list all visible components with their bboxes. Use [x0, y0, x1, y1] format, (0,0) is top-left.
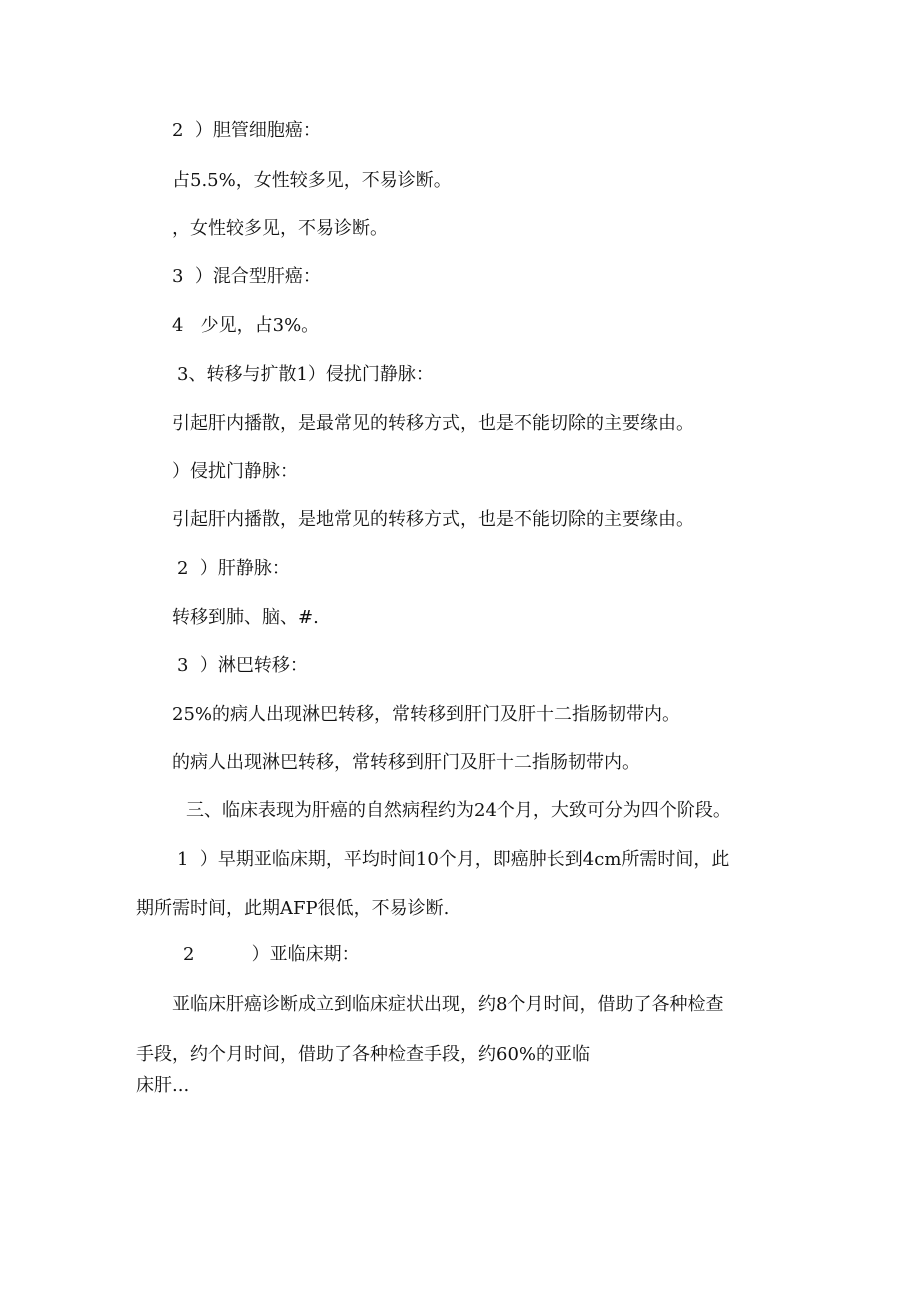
text-line: 期所需时间，此期AFP很低，不易诊断. — [136, 898, 450, 919]
text-line: 2 ）肝静脉： — [177, 558, 290, 579]
text-line: 引起肝内播散，是最常见的转移方式，也是不能切除的主要缘由。 — [172, 413, 694, 434]
text-line: 引起肝内播散，是地常见的转移方式，也是不能切除的主要缘由。 — [172, 509, 694, 530]
text-line: 2 ）胆管细胞癌： — [172, 120, 321, 141]
text-line: 转移到肺、脑、#. — [172, 607, 319, 628]
text-line: ，女性较多见，不易诊断。 — [172, 218, 388, 239]
text-line: 亚临床肝癌诊断成立到临床症状出现，约8个月时间，借助了各种检查 — [172, 994, 724, 1015]
text-line: 25%的病人出现淋巴转移，常转移到肝门及肝十二指肠韧带内。 — [172, 704, 681, 725]
text-line: 3、转移与扩散1）侵扰门静脉： — [177, 364, 434, 385]
text-line: 2 ）亚临床期： — [183, 944, 360, 965]
text-line: 的病人出现淋巴转移，常转移到肝门及肝十二指肠韧带内。 — [172, 752, 640, 773]
section-heading: 三、临床表现为肝癌的自然病程约为24个月，大致可分为四个阶段。 — [186, 800, 731, 821]
text-line: 3 ）淋巴转移： — [177, 655, 308, 676]
text-line: 床肝... — [136, 1075, 190, 1096]
text-line: ）侵扰门静脉： — [172, 461, 298, 482]
text-line: 4 少见，占3%。 — [172, 315, 320, 336]
text-line: 占5.5%，女性较多见，不易诊断。 — [172, 170, 452, 191]
text-line: 3 ）混合型肝癌： — [172, 266, 321, 287]
text-line: 手段，约个月时间，借助了各种检查手段，约60%的亚临 — [136, 1044, 591, 1065]
text-line: 1 ）早期亚临床期，平均时间10个月，即癌肿长到4cm所需时间，此 — [177, 849, 730, 870]
